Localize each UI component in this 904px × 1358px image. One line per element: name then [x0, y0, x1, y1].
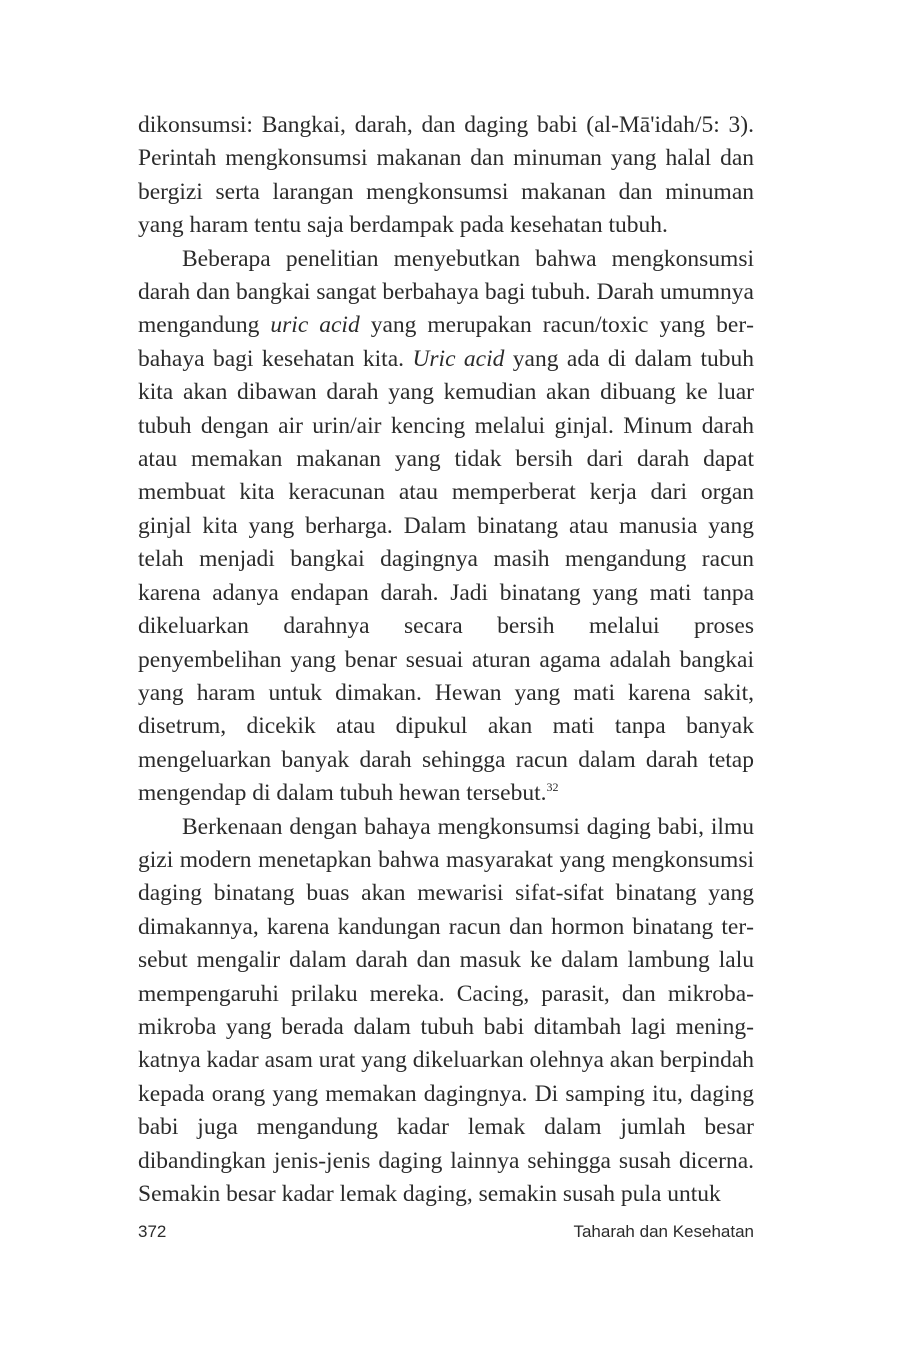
- paragraph-1-line-2: Perintah mengkonsumsi makanan dan minuman yang halal dan: [138, 145, 754, 172]
- paragraph-1-line-1: dikonsumsi: Bangkai, darah, dan daging babi (al-Mā'idah/5: 3).: [138, 112, 754, 138]
- running-title: Taharah dan Kesehatan: [573, 1222, 754, 1241]
- term-uric-acid: uric acid: [270, 312, 360, 339]
- paragraph-3: Berkenaan dengan bahaya mengkonsumsi daging babi, ilmu gizi modern menetapkan bahwa masyarakat yang mengkonsumsi daging binatang buas akan mewarisi sifat-sifat binatang yang dimakannya, karena kandungan racun dan hormon binatang tersebut mengalir dalam darah dan masuk ke dalam lambung lalu mempengaruhi prilaku mereka. Cacing, parasit, dan mikroba-mikroba yang berada dalam tubuh babi ditambah lagi meningkatnya kadar asam urat yang dikeluarkan olehnya akan berpindah kepada orang yang memakan dagingnya. Di samping itu, daging babi juga mengandung kadar lemak dalam jumlah besar dibandingkan jenis-jenis daging lainnya sehingga susah dicerna. Semakin besar kadar lemak daging, semakin susah pula untuk: [138, 813, 754, 1207]
- paragraph-2-text-2: yang merupakan racun/toxic yang berbahaya bagi kesehatan kita.: [138, 312, 754, 372]
- paragraph-2-text-3: yang ada di dalam tubuh kita akan dibawan darah yang kemudian akan dibuang ke luar tubuh dengan air urin/air kencing melalui ginjal. Minum darah atau memakan makanan yang tidak bersih dari darah dapat membuat kita keracunan atau memperberat kerja dari organ ginjal kita yang berharga. Dalam binatang atau manusia yang telah menjadi bangkai dagingnya masih mengandung racun karena adanya endapan darah. Jadi binatang yang mati tanpa dikeluarkan darahnya secara bersih melalui proses penyembelihan yang benar sesuai aturan agama adalah bangkai yang haram untuk dimakan. Hewan yang mati karena sakit, disetrum, dicekik atau dipukul akan mati tanpa banyak mengeluarkan banyak darah sehingga racun dalam darah tetap mengendap di dalam tubuh hewan tersebut.: [138, 345, 754, 807]
- paragraph-2-text-1: Beberapa penelitian menyebutkan bahwa mengkonsumsi darah dan bangkai sangat berbahaya bagi tubuh. Darah umumnya mengandung: [138, 245, 754, 339]
- footnote-marker[interactable]: 32: [546, 780, 559, 795]
- body-text: [138, 109, 754, 1211]
- paragraph-1-line-4: yang haram tentu saja berdampak pada kesehatan tubuh.: [138, 212, 668, 239]
- paragraph-2: [138, 243, 754, 811]
- paragraph-1: [138, 109, 754, 243]
- paragraph-1-line-3: bergizi serta larangan mengkonsumsi makanan dan minuman: [138, 178, 754, 205]
- page-number: 372: [138, 1222, 167, 1241]
- term-uric-acid-2: Uric acid: [412, 345, 505, 372]
